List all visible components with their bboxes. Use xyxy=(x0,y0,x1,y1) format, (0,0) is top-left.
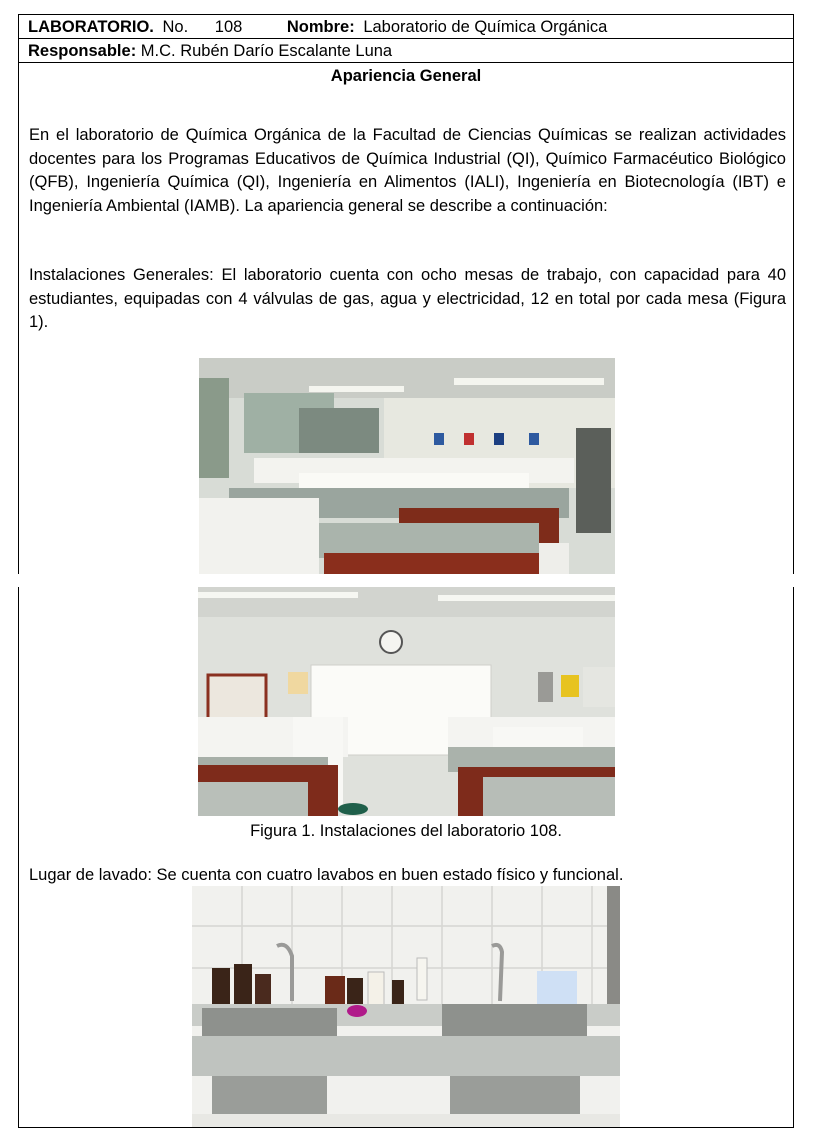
intro-paragraph: En el laboratorio de Química Orgánica de la Facultad de Ciencias Químicas se realizan actividades docentes para los Programas Educativos de Química Industrial (QI), Químico Farmacéutico Biológico (QFB), Ingeniería Química (QI), Ingeniería en Alimentos (IALI), Ingeniería en Biotecnología (IBT) e Ingeniería Ambiental (IAMB). La apariencia general se describe a continuación: xyxy=(29,126,786,215)
section-part-1 xyxy=(18,62,794,590)
lab-photo-1 xyxy=(199,358,615,589)
lab-label: LABORATORIO. xyxy=(28,18,154,36)
sink-photo xyxy=(192,886,620,1127)
figure-1-caption: Figura 1. Instalaciones del laboratorio 108. xyxy=(250,822,562,840)
section-part-2 xyxy=(18,587,794,1128)
name-label: Nombre: xyxy=(286,18,355,36)
responsible-value: M.C. Rubén Darío Escalante Luna xyxy=(140,42,393,60)
lab-document xyxy=(18,14,794,1128)
responsible-label: Responsable: xyxy=(28,42,137,60)
page-break xyxy=(18,574,794,587)
responsible-row xyxy=(18,38,794,63)
section-title: Apariencia General xyxy=(330,67,482,85)
washing-paragraph: Lugar de lavado: Se cuenta con cuatro lavabos en buen estado físico y funcional. xyxy=(29,866,624,884)
header-row xyxy=(18,14,794,39)
lab-photo-2 xyxy=(198,587,615,816)
name-value: Laboratorio de Química Orgánica xyxy=(363,18,608,36)
no-label: No. xyxy=(162,18,189,36)
lab-number: 108 xyxy=(214,18,243,36)
installations-paragraph: Instalaciones Generales: El laboratorio cuenta con ocho mesas de trabajo, con capacidad para 40 estudiantes, equipadas con 4 válvulas de gas, agua y electricidad, 12 en total por cada mesa (Figura 1). xyxy=(29,266,786,331)
